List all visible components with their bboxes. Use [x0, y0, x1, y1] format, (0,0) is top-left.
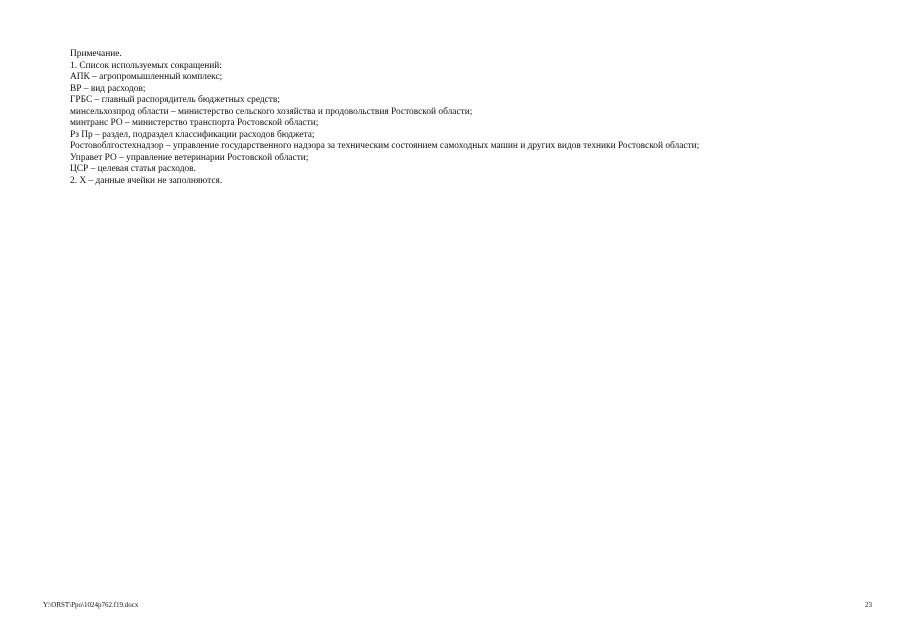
note-section-2: 2. Х – данные ячейки не заполняются.: [70, 175, 223, 186]
abbreviation-mintrans: минтранс РО – министерство транспорта Ростовской области;: [70, 118, 319, 128]
abbreviation-grbs: ГРБС – главный распорядитель бюджетных средств;: [70, 95, 280, 105]
footer-page-number: 23: [865, 601, 872, 609]
footer-file-path: Y:\ORST\Ppo\1024p762.f19.docx: [43, 601, 139, 609]
abbreviation-upravet: Управет РО – управление ветеринарии Ростовской области;: [70, 152, 309, 163]
note-title: Примечание.: [70, 49, 122, 59]
abbreviation-tssr: ЦСР – целевая статья расходов.: [70, 164, 196, 174]
abbreviation-vr: ВР – вид расходов;: [70, 83, 146, 94]
abbreviation-minselkhozprod: минсельхозпрод области – министерство сельского хозяйства и продовольствия Ростовской области;: [70, 106, 473, 117]
abbreviation-rostovoblgostekhnadzor: Ростовоблгостехнадзор – управление государственного надзора за техническим состоянием самоходных машин и других видов техники Ростовской области;: [70, 141, 700, 151]
abbreviation-apk: АПК – агропромышленный комплекс;: [70, 72, 223, 82]
abbreviation-rz-pr: Рз Пр – раздел, подраздел классификации расходов бюджета;: [70, 129, 315, 140]
abbreviations-heading: 1. Список используемых сокращений:: [70, 60, 222, 71]
note-block: [70, 49, 870, 187]
